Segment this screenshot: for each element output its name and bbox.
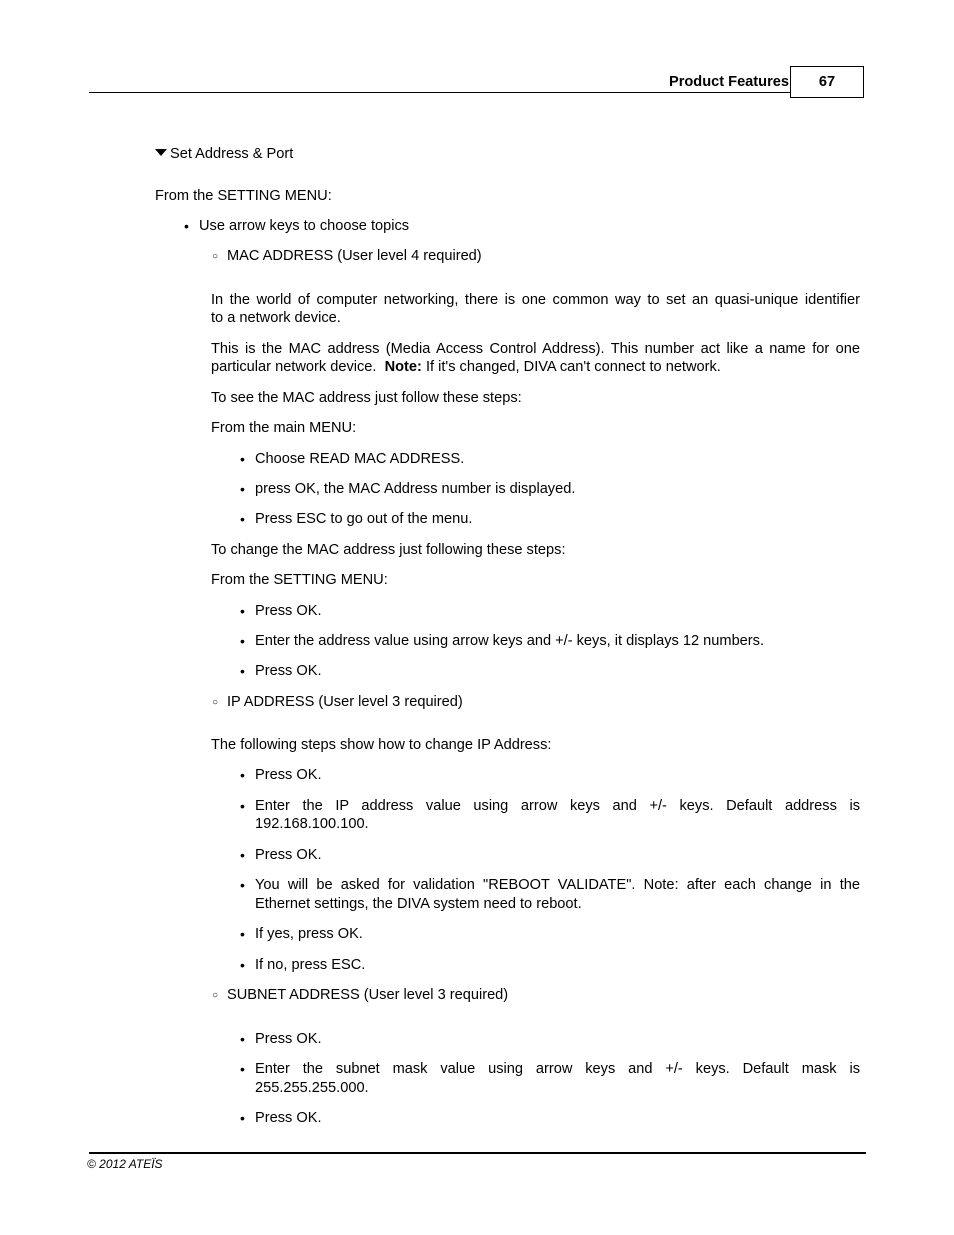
page-number: 67	[818, 73, 836, 90]
mac-see-steps: To see the MAC address just follow these steps:	[211, 390, 522, 406]
subnet-address-heading: ○ SUBNET ADDRESS (User level 3 required)	[227, 986, 508, 1005]
ip-intro: The following steps show how to change IP Address:	[211, 737, 552, 753]
mac-para2-prefix: particular network device.	[211, 359, 377, 375]
list-item: • If yes, press OK.	[255, 925, 363, 944]
header-divider	[89, 92, 791, 93]
mac-para1-line1: In the world of computer networking, there is one common way to set an quasi-unique identifier	[211, 292, 860, 308]
list-item: • Choose READ MAC ADDRESS.	[255, 450, 464, 469]
list-item: • Enter the subnet mask value using arrow keys and +/- keys. Default mask is	[255, 1060, 860, 1079]
list-item: • Press OK.	[255, 602, 322, 621]
from-setting-menu-intro: From the SETTING MENU:	[155, 188, 332, 204]
footer-divider	[89, 1152, 866, 1154]
set-address-toggle[interactable]	[155, 145, 293, 164]
list-item: • Press ESC to go out of the menu.	[255, 510, 472, 529]
list-item: • Enter the IP address value using arrow keys and +/- keys. Default address is	[255, 797, 860, 816]
list-item: • Press OK.	[255, 662, 322, 681]
list-item: • Enter the address value using arrow keys and +/- keys, it displays 12 numbers.	[255, 632, 764, 651]
list-item-continued: 255.255.255.000.	[255, 1080, 369, 1096]
list-item-topics: • Use arrow keys to choose topics	[199, 217, 409, 236]
mac-para2-line1: This is the MAC address (Media Access Control Address). This number act like a name for one	[211, 341, 860, 357]
list-item: • You will be asked for validation "REBOOT VALIDATE". Note: after each change in the	[255, 876, 860, 895]
copyright: © 2012 ATEÏS	[87, 1157, 163, 1171]
page-number-box	[790, 66, 864, 98]
expand-triangle-icon[interactable]	[155, 149, 167, 156]
toggle-label: Set Address & Port	[170, 146, 294, 162]
list-item: • Press OK.	[255, 846, 322, 865]
list-item-continued: 192.168.100.100.	[255, 816, 369, 832]
list-item-continued: Ethernet settings, the DIVA system need to reboot.	[255, 896, 582, 912]
section-title: Product Features	[668, 74, 789, 90]
ip-address-heading: ○ IP ADDRESS (User level 3 required)	[227, 693, 463, 712]
list-item: • Press OK.	[255, 1030, 322, 1049]
mac-para2-suffix: If it's changed, DIVA can't connect to network.	[425, 359, 721, 375]
mac-address-heading: ○ MAC ADDRESS (User level 4 required)	[227, 247, 482, 266]
mac-from-setting-menu: From the SETTING MENU:	[211, 572, 388, 588]
note-label: Note:	[384, 359, 422, 375]
mac-change-steps: To change the MAC address just following these steps:	[211, 542, 566, 558]
mac-para1-line2: to a network device.	[211, 310, 341, 326]
list-item: • Press OK.	[255, 1109, 322, 1128]
list-item: • press OK, the MAC Address number is displayed.	[255, 480, 575, 499]
list-item: • If no, press ESC.	[255, 956, 365, 975]
mac-para2-line2	[211, 358, 721, 377]
mac-from-main-menu: From the main MENU:	[211, 420, 357, 436]
list-item: • Press OK.	[255, 766, 322, 785]
